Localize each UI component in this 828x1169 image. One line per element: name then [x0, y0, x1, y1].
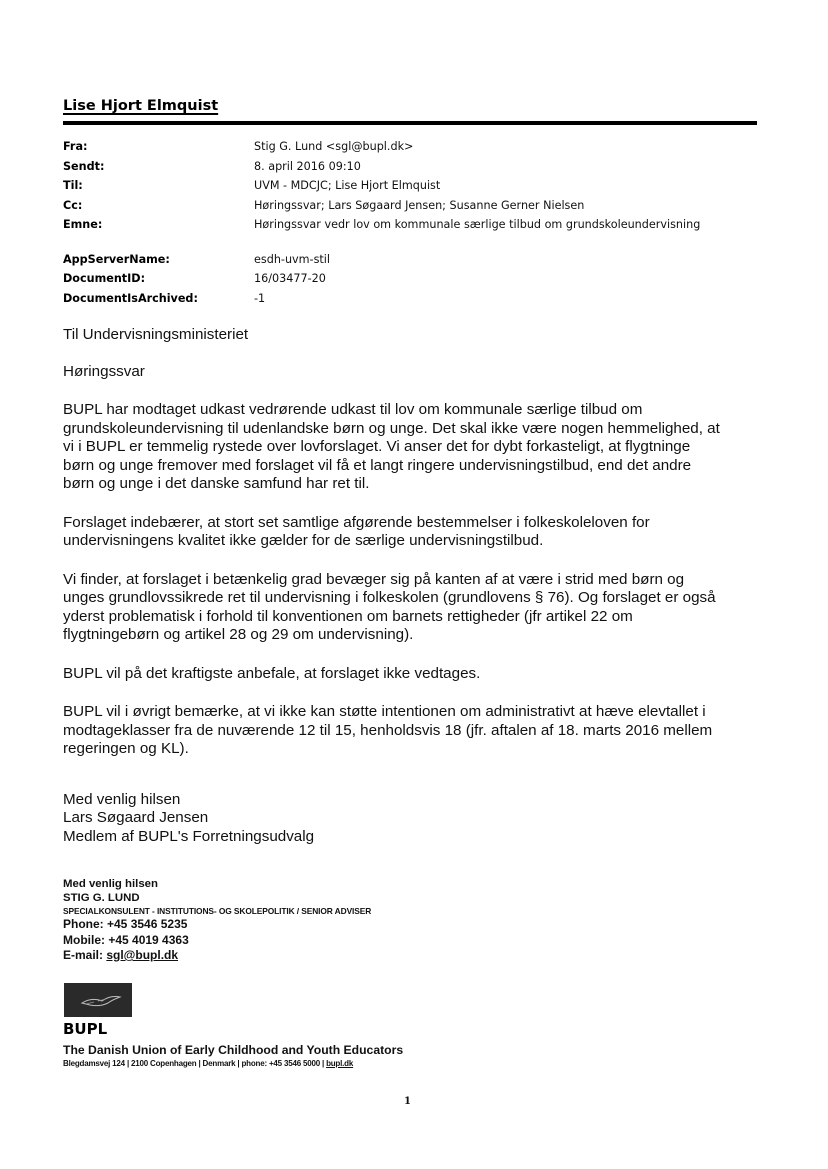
- letter-heading: Høringssvar: [63, 362, 145, 380]
- text-line: Forslaget indebærer, at stort set samtlige afgørende bestemmelser i folkeskoleloven for: [63, 513, 650, 531]
- meta-row-archived: [63, 289, 700, 309]
- email-link[interactable]: sgl@bupl.dk: [106, 948, 179, 962]
- header-label: Fra:: [63, 140, 88, 154]
- header-value: Stig G. Lund <sgl@bupl.dk>: [254, 140, 414, 154]
- signature-phone: Phone: +45 3546 5235: [63, 917, 188, 931]
- header-value: Høringssvar; Lars Søgaard Jensen; Susanne Gerner Nielsen: [254, 198, 585, 212]
- mailbox-owner-name: Lise Hjort Elmquist: [63, 98, 219, 114]
- text-line: Vi finder, at forslaget i betænkelig grad bevæger sig på kanten af at være i strid med børn og: [63, 570, 685, 588]
- paragraph-5: [63, 703, 763, 759]
- text-line: BUPL vil på det kraftigste anbefale, at forslaget ikke vedtages.: [63, 664, 481, 682]
- bupl-logo: [64, 983, 132, 1017]
- meta-value: -1: [254, 291, 266, 305]
- header-value: UVM - MDCJC; Lise Hjort Elmquist: [254, 179, 441, 193]
- header-label: Sendt:: [63, 159, 105, 173]
- header-row-from: [63, 137, 700, 157]
- text-line: grundskoleundervisning til udenlandske børn og unge. Det skal ikke være nogen hemmelighed, at: [63, 419, 720, 437]
- signature-title: SPECIALKONSULENT - INSTITUTIONS- OG SKOLEPOLITIK / SENIOR ADVISER: [63, 906, 372, 916]
- logo-bird-icon: [64, 983, 132, 1017]
- meta-label: DocumentIsArchived:: [63, 291, 198, 305]
- header-value: 8. april 2016 09:10: [254, 159, 361, 173]
- email-header: [63, 137, 700, 308]
- text-line: børn og unge i det danske samfund har ret til.: [63, 475, 370, 492]
- header-rule: [63, 121, 757, 125]
- header-row-sent: [63, 157, 700, 177]
- website-link[interactable]: bupl.dk: [326, 1059, 354, 1068]
- header-label: Emne:: [63, 218, 103, 232]
- meta-value: 16/03477-20: [254, 272, 326, 286]
- meta-value: esdh-uvm-stil: [254, 252, 331, 266]
- text-line: undervisningens kvalitet ikke gælder for de særlige undervisningstilbud.: [63, 532, 544, 549]
- text-line: unges grundlovssikrede ret til undervisning i folkeskolen (grundlovens § 76). Og forslaget er også: [63, 589, 716, 606]
- header-label: Til:: [63, 179, 83, 193]
- paragraph-2: [63, 514, 763, 551]
- meta-label: AppServerName:: [63, 252, 170, 266]
- org-address: Blegdamsvej 124 | 2100 Copenhagen | Denmark | phone: +45 3546 5000 |: [63, 1059, 327, 1068]
- paragraph-1: [63, 401, 763, 494]
- paragraph-3: [63, 571, 763, 645]
- header-label: Cc:: [63, 198, 83, 212]
- text-line: yderst problematisk i forhold til konventionen om barnets rettigheder (jfr artikel 22 om: [63, 607, 633, 625]
- text-line: flygtningebørn og artikel 28 og 29 om undervisning).: [63, 626, 414, 643]
- org-address-line: [63, 1059, 353, 1068]
- email-label: E-mail:: [63, 948, 107, 962]
- text-line: BUPL vil i øvrigt bemærke, at vi ikke kan støtte intentionen om administrativt at hæve elevtallet i: [63, 703, 706, 720]
- org-full-name: The Danish Union of Early Childhood and Youth Educators: [63, 1043, 404, 1057]
- text-line: modtageklasser fra de nuværende 12 til 15, henholdsvis 18 (jfr. aftalen af 18. marts 2016 mellem: [63, 721, 713, 739]
- letter-recipient: Til Undervisningsministeriet: [63, 326, 249, 343]
- text-line: vi i BUPL er temmelig rystede over lovforslaget. Vi anser det for dybt forkasteligt, at flygtninge: [63, 438, 691, 455]
- org-name: BUPL: [63, 1020, 108, 1038]
- page-number: 1: [404, 1096, 411, 1107]
- paragraph-4: [63, 665, 763, 684]
- meta-label: DocumentID:: [63, 272, 146, 286]
- letter-body: [63, 326, 763, 846]
- text-line: BUPL har modtaget udkast vedrørende udkast til lov om kommunale særlige tilbud om: [63, 401, 643, 418]
- header-row-cc: [63, 196, 700, 216]
- meta-row-appserver: [63, 250, 700, 270]
- signature-mobile: Mobile: +45 4019 4363: [63, 932, 189, 947]
- header-value: Høringssvar vedr lov om kommunale særlige tilbud om grundskoleundervisning: [254, 218, 701, 232]
- signature-email-line: [63, 948, 371, 964]
- header-row-subject: [63, 215, 700, 235]
- meta-row-document-id: [63, 269, 700, 289]
- text-line: børn og unge fremover med forslaget vil få et langt ringere undervisningstilbud, end det andre: [63, 456, 692, 474]
- signature-name: STIG G. LUND: [63, 892, 140, 904]
- text-line: regeringen og KL).: [63, 740, 189, 757]
- email-signature: [63, 877, 371, 964]
- closing-line: Medlem af BUPL's Forretningsudvalg: [63, 827, 315, 845]
- letter-closing: [63, 791, 763, 847]
- header-row-to: [63, 176, 700, 196]
- closing-line: Lars Søgaard Jensen: [63, 809, 209, 826]
- closing-line: Med venlig hilsen: [63, 790, 181, 808]
- signature-greeting: Med venlig hilsen: [63, 878, 158, 890]
